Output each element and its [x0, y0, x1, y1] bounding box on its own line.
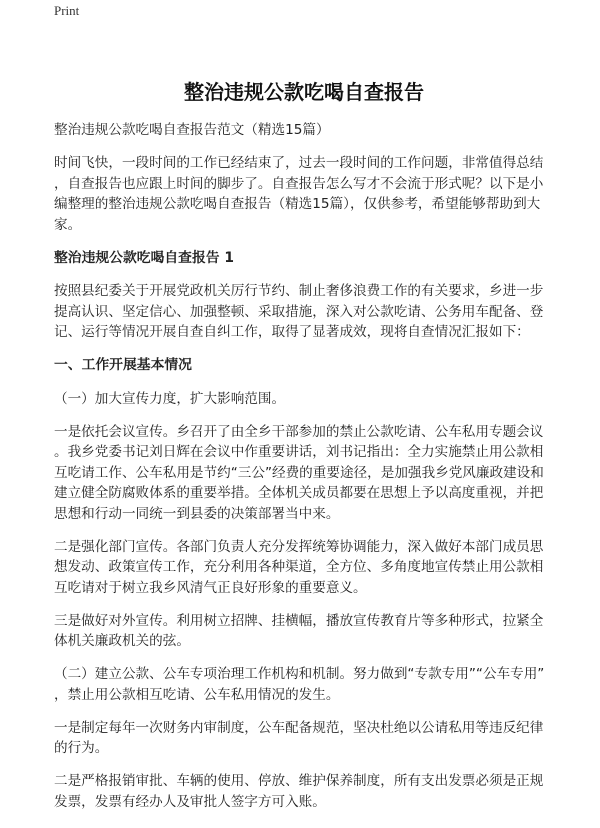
text-line: 三是做好对外宣传。利用树立招牌、挂横幅，播放宣传教育片等多种形式，拉紧全 [54, 612, 544, 629]
section-heading [54, 248, 554, 269]
text-line: 思想和行动一同统一到县委的决策部署当中来。 [54, 505, 340, 522]
paragraph [54, 771, 554, 812]
document-content [54, 120, 554, 812]
text-line: 整治违规公款吃喝自查报告 1 [54, 249, 234, 266]
paragraph [54, 120, 554, 141]
text-line: （二）建立公款、公车专项治理工作机构和机制。努力做到“专款专用”“公车专用” [54, 666, 545, 682]
text-line: 时间飞快，一段时间的工作已经结束了，过去一段时间的工作问题，非常值得总结 [54, 155, 544, 171]
text-line: 整治违规公款吃喝自查报告范文（精选15篇） [54, 122, 330, 138]
paragraph [54, 389, 554, 410]
paragraph [54, 611, 554, 652]
text-line: 一是制定每年一次财务内审制度，公车配备规范，坚决杜绝以公请私用等违反纪律 [54, 719, 544, 736]
paragraph [54, 664, 554, 705]
text-line: 建立健全防腐败体系的重要举措。全体机关成员都要在思想上予以高度重视，并把 [54, 485, 544, 501]
text-line: 家。 [54, 216, 82, 233]
paragraph [54, 537, 554, 599]
paragraph [54, 422, 554, 525]
text-line: 二是强化部门宣传。各部门负责人充分发挥统筹协调能力，深入做好本部门成员思 [54, 538, 544, 555]
text-line: ，禁止用公款相互吃请、公车私用情况的发生。 [54, 686, 340, 703]
text-line: 互吃请工作、公车私用是节约“三公”经费的重要途径，是加强我乡党风廉政建设和 [54, 464, 544, 481]
paragraph [54, 153, 554, 235]
print-link[interactable]: Print [54, 3, 80, 18]
text-line: 互吃请对于树立我乡风清气正良好形象的重要意义。 [54, 579, 367, 596]
text-line: 记、运行等情况开展自查自纠工作，取得了显著成效，现将自查情况汇报如下： [54, 324, 530, 340]
text-line: 编整理的整治违规公款吃喝自查报告（精选15篇），仅供参考，希望能够帮助到大 [54, 196, 541, 212]
text-line: 二是严格报销审批、车辆的使用、停放、维护保养制度，所有支出发票必须是正规 [54, 773, 544, 789]
text-line: 发票，发票有经办人及审批人签字方可入账。 [54, 793, 326, 810]
text-line: （一）加大宣传力度，扩大影响范围。 [54, 390, 286, 407]
text-line: 提高认识、坚定信心、加强整顿、采取措施，深入对公款吃请、公务用车配备、登 [54, 303, 544, 320]
text-line: 一、工作开展基本情况 [54, 357, 192, 373]
text-line: 。我乡党委书记刘日辉在会议中作重要讲话，刘书记指出：全力实施禁止用公款相 [54, 444, 544, 460]
document-body [54, 78, 554, 825]
section-heading [54, 355, 554, 376]
paragraph [54, 281, 554, 343]
text-line: 的行为。 [54, 740, 109, 756]
text-line: 想发动、政策宣传工作，充分利用各种渠道，全方位、多角度地宣传禁止用公款相 [54, 559, 544, 575]
text-line: 一是依托会议宣传。乡召开了由全乡干部参加的禁止公款吃请、公车私用专题会议 [54, 423, 544, 440]
document-title: 整治违规公款吃喝自查报告 [184, 80, 424, 104]
text-line: 体机关廉政机关的弦。 [54, 633, 190, 649]
text-line: 按照县纪委关于开展党政机关厉行节约、制止奢侈浪费工作的有关要求，乡进一步 [54, 283, 544, 299]
text-line: ，自查报告也应跟上时间的脚步了。自查报告怎么写才不会流于形式呢？以下是小 [54, 175, 544, 192]
paragraph [54, 718, 554, 759]
